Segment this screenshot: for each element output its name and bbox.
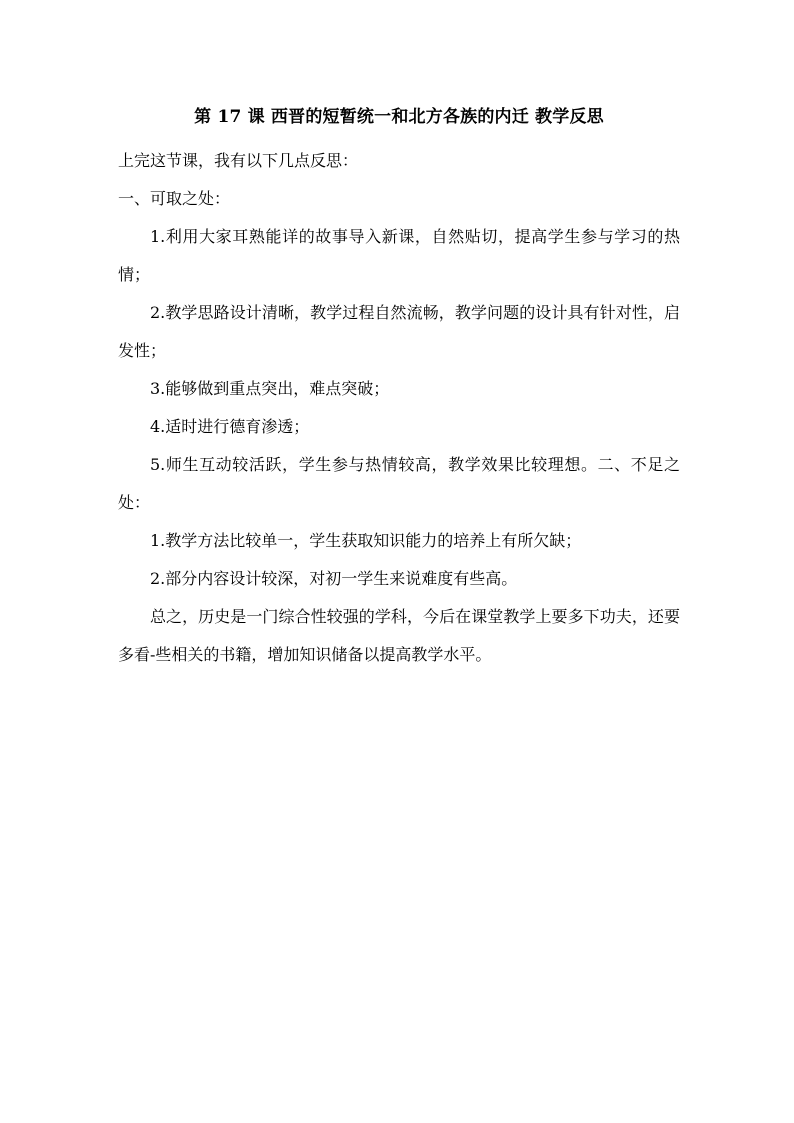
weakness-item-1: 1.教学方法比较单一，学生获取知识能力的培养上有所欠缺； xyxy=(150,531,582,550)
strength-item-4: 4.适时进行德育渗透； xyxy=(150,417,310,436)
weakness-item-2: 2.部分内容设计较深，对初一学生来说难度有些高。 xyxy=(150,569,518,588)
strength-item-3: 3.能够做到重点突出，难点突破； xyxy=(150,379,390,398)
conclusion-paragraph: 总之，历史是一门综合性较强的学科，今后在课堂教学上要多下功夫，还要多看-些相关的书籍，增加知识储备以提高教学水平。 xyxy=(118,607,680,664)
strength-item-5: 5.师生互动较活跃，学生参与热情较高，教学效果比较理想。二、不足之处： xyxy=(118,455,680,512)
intro-line: 上完这节课，我有以下几点反思： xyxy=(118,151,359,170)
section-heading-strengths: 一、可取之处： xyxy=(118,189,231,208)
strength-item-1: 1.利用大家耳熟能详的故事导入新课，自然贴切，提高学生参与学习的热情； xyxy=(118,227,680,284)
document-body xyxy=(118,102,680,674)
document-title: 第 17 课 西晋的短暂统一和北方各族的内迁 教学反思 xyxy=(194,107,604,127)
strength-item-2: 2.教学思路设计清晰，教学过程自然流畅，教学问题的设计具有针对性，启发性； xyxy=(118,303,680,360)
